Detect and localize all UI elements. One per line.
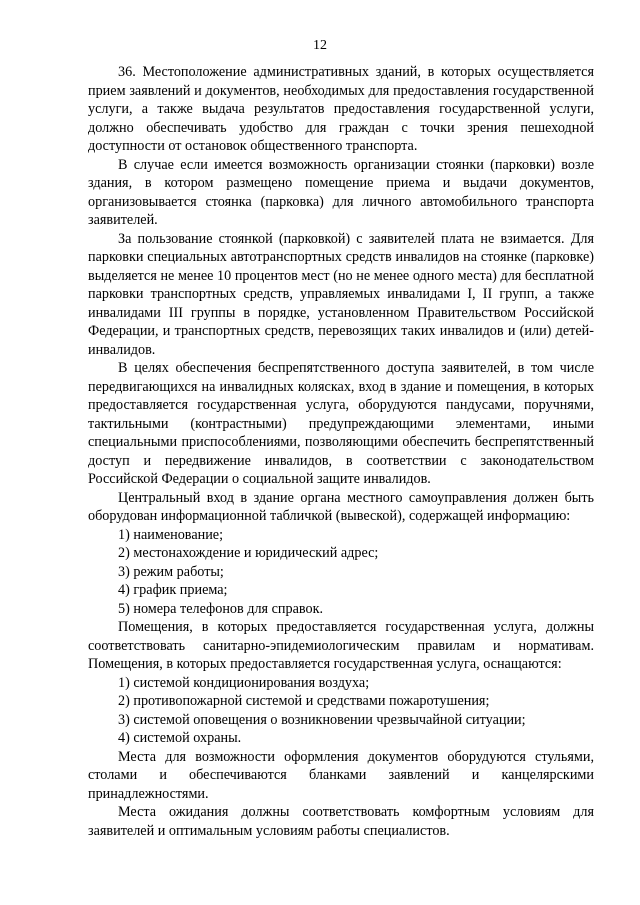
paragraph-parking-fee: За пользование стоянкой (парковкой) с заявителей плата не взимается. Для парковки специальных автотранспортных средств инвалидов на стоянке (парковке) выделяется не менее 10 процентов мест (но не менее одного места) для бесплатной парковки транспортных средств, управляемых инвалидами I, II групп, а также инвалидами III группы в порядке, установленном Правительством Российской Федерации, и транспортных средств, перевозящих таких инвалидов и (или) детей-инвалидов. [88,230,594,358]
paragraph-entrance-sign: Центральный вход в здание органа местного самоуправления должен быть оборудован информационной табличкой (вывеской), содержащей информацию: [88,489,594,524]
paragraph-parking: В случае если имеется возможность организации стоянки (парковки) возле здания, в котором размещено помещение приема и выдачи документов, организовывается стоянка (парковка) для личного автомобильного транспорта заявителей. [88,156,594,228]
paragraph-premises-requirements: Помещения, в которых предоставляется государственная услуга, должны соответствовать санитарно-эпидемиологическим правилам и нормативам. Помещения, в которых предоставляется государственная услуга, оснащаются: [88,619,594,672]
list-item: 1) наименование; [118,526,224,543]
list-item: 2) противопожарной системой и средствами пожаротушения; [118,693,490,709]
list-item: 4) системой охраны. [118,730,242,746]
paragraph-accessibility: В целях обеспечения беспрепятственного доступа заявителей, в том числе передвигающихся на инвалидных колясках, вход в здание и помещения, в которых предоставляется государственная услуга, оборудуются пандусами, поручнями, тактильными (контрастными) предупреждающими элементами, иными специальными приспособлениями, позволяющими обеспечить беспрепятственный доступ и передвижение инвалидов, в соответствии с законодательством Российской Федерации о социальной защите инвалидов. [88,360,594,487]
list-item: 5) номера телефонов для справок. [118,600,324,617]
paragraph-waiting-places: Места ожидания должны соответствовать комфортным условиям для заявителей и оптимальным условиям работы специалистов. [88,804,594,839]
list-item: 2) местонахождение и юридический адрес; [118,545,379,561]
paragraph-36-location: 36. Местоположение административных зданий, в которых осуществляется прием заявлений и документов, необходимых для предоставления государственной услуги, а также выдача результатов предоставления государственной услуги, должно обеспечивать удобство для граждан с точки зрения пешеходной доступности от остановок общественного транспорта. [88,64,594,154]
document-body [88,63,594,840]
page-number: 12 [313,38,327,53]
list-item: 3) режим работы; [118,563,224,580]
list-item: 1) системой кондиционирования воздуха; [118,674,370,691]
paragraph-document-places: Места для возможности оформления документов оборудуются стульями, столами и обеспечиваются бланками заявлений и канцелярскими принадлежностями. [88,748,594,802]
list-item: 3) системой оповещения о возникновении чрезвычайной ситуации; [118,711,526,728]
list-item: 4) график приема; [118,582,228,598]
